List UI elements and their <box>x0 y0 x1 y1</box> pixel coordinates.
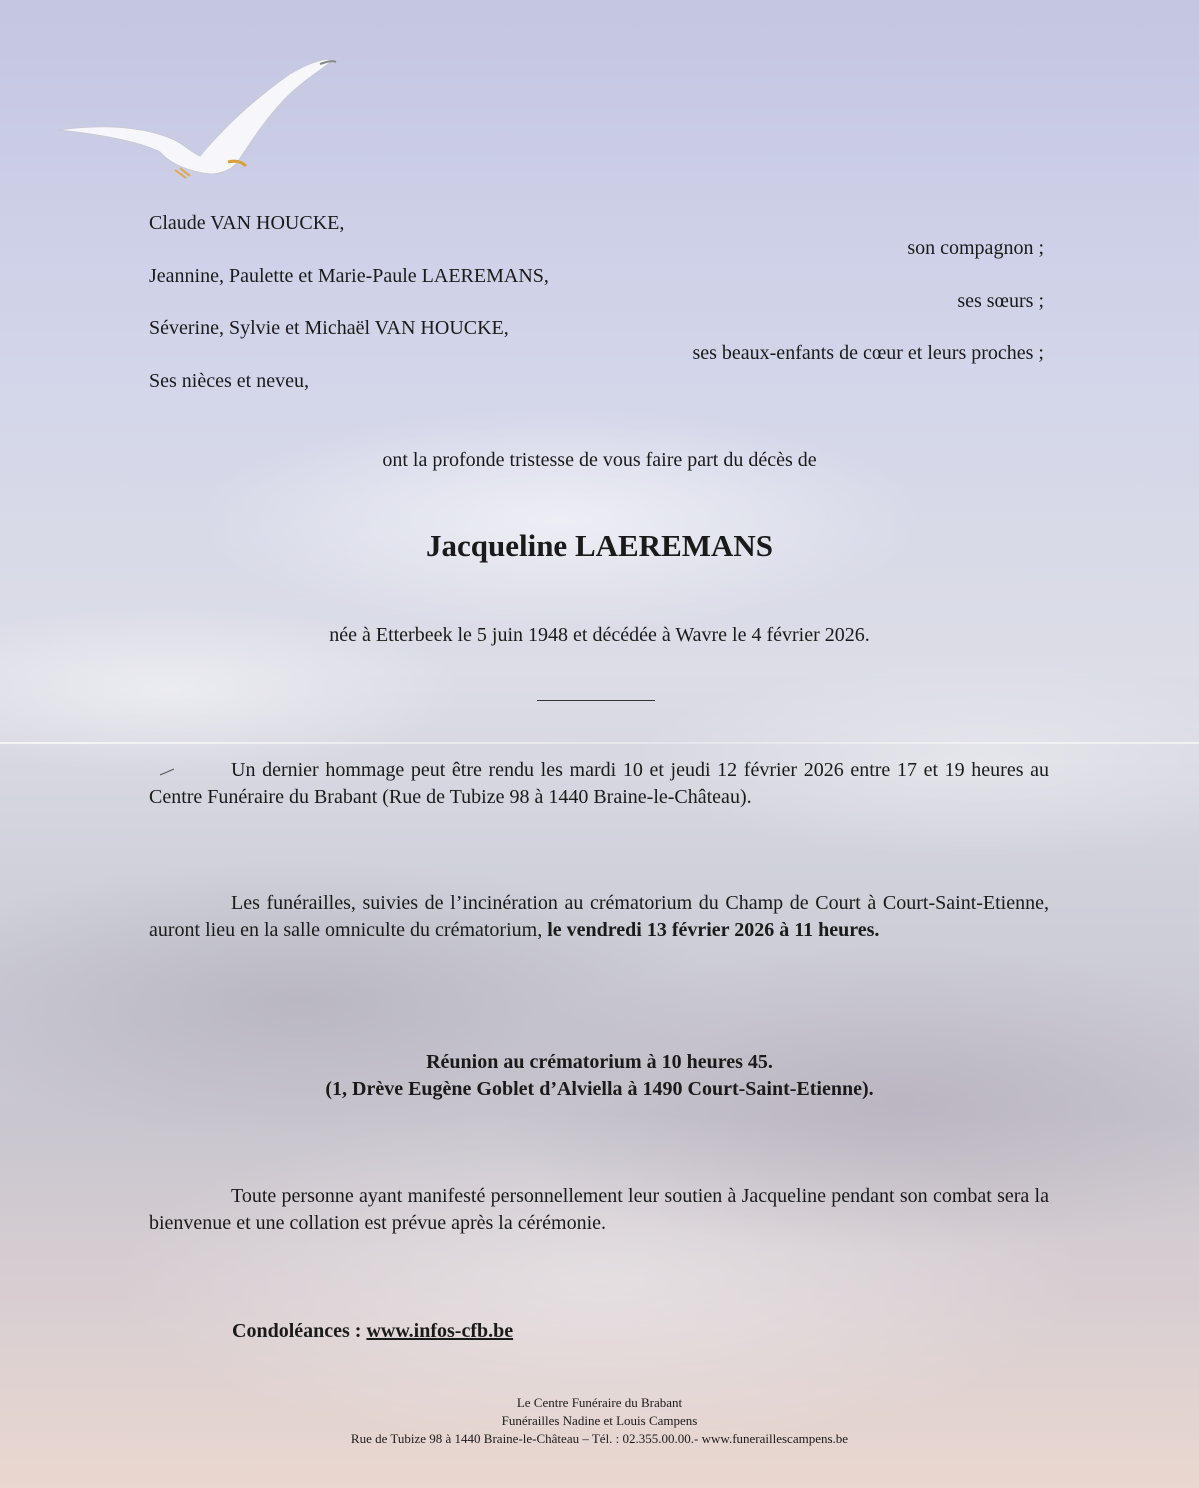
family-role-3: ses beaux-enfants de cœur et leurs proches ; <box>692 342 1044 364</box>
family-member-3: Séverine, Sylvie et Michaël VAN HOUCKE, <box>149 317 509 339</box>
funeral-paragraph <box>149 890 1049 944</box>
announcement-text: ont la profonde tristesse de vous faire part du décès de <box>382 449 817 471</box>
footer-line-3: Rue de Tubize 98 à 1440 Braine-le-Château – Tél. : 02.355.00.00.- www.funeraillescampens.be <box>350 1431 849 1446</box>
family-member-2: Jeannine, Paulette et Marie-Paule LAEREMANS, <box>149 265 549 287</box>
footer-line-1: Le Centre Funéraire du Brabant <box>516 1395 683 1410</box>
funeral-text: Les funérailles, suivies de l’incinération au crématorium du Champ de Court à Court-Saint-Etienne, auront lieu en la salle omniculte du crématorium, <box>149 892 1049 941</box>
family-member-4: Ses nièces et neveu, <box>149 370 309 392</box>
family-role-2: ses sœurs ; <box>957 290 1044 312</box>
support-paragraph <box>149 1183 1049 1237</box>
birth-death-text: née à Etterbeek le 5 juin 1948 et décédée à Wavre le 4 février 2026. <box>329 624 870 646</box>
tribute-text: Un dernier hommage peut être rendu les mardi 10 et jeudi 12 février 2026 entre 17 et 19 heures au Centre Funéraire du Brabant (Rue de Tubize 98 à 1440 Braine-le-Château). <box>149 759 1049 808</box>
condolences-link[interactable]: www.infos-cfb.be <box>366 1320 514 1342</box>
deceased-name: Jacqueline LAEREMANS <box>425 528 774 563</box>
meeting-line-1: Réunion au crématorium à 10 heures 45. <box>426 1051 773 1073</box>
fold-line <box>0 742 1199 744</box>
footer-line-2: Funérailles Nadine et Louis Campens <box>501 1413 698 1428</box>
support-text: Toute personne ayant manifesté personnellement leur soutien à Jacqueline pendant son combat sera la bienvenue et une collation est prévue après la cérémonie. <box>149 1185 1049 1234</box>
condolences-label: Condoléances : <box>232 1320 362 1342</box>
funeral-date: le vendredi 13 février 2026 à 11 heures. <box>547 919 880 941</box>
separator-rule <box>537 700 655 701</box>
meeting-line-2: (1, Drève Eugène Goblet d’Alviella à 1490 Court-Saint-Etienne). <box>325 1078 874 1100</box>
family-member-1: Claude VAN HOUCKE, <box>149 212 345 234</box>
tribute-paragraph <box>149 757 1049 811</box>
seagull-icon <box>50 52 350 182</box>
condolences-block <box>232 1318 513 1345</box>
family-role-1: son compagnon ; <box>907 237 1044 259</box>
